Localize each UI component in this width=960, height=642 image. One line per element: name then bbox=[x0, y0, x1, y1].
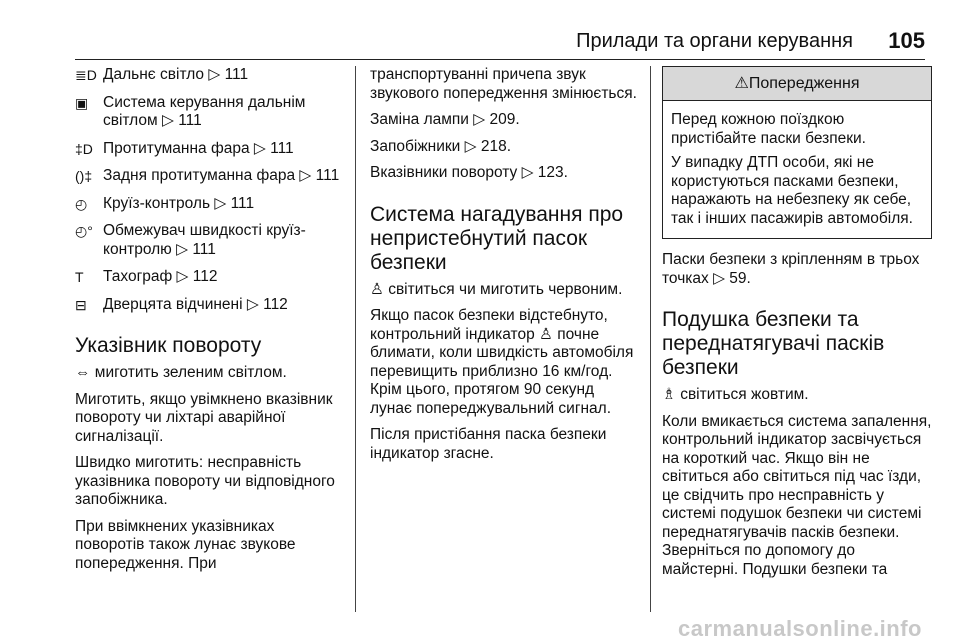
watermark: carmanualsonline.info bbox=[678, 616, 922, 641]
column-3 bbox=[662, 66, 932, 587]
paragraph: У випадку ДТП особи, які не користуються пасками безпеки, наражають на небезпеку як себе, так і інших пасажирів автомобіля. bbox=[671, 154, 913, 227]
page-number: 105 bbox=[888, 28, 925, 53]
paragraph: Коли вмикається система запалення, контрольний індикатор засвічується на короткий час. Якщо він не світиться або світиться під час їзди, це свідчить про несправність у системі подушок безпеки чи системі переднатягувачів пасків безпеки. Зверніться по допомогу до майстерні. Подушки безпеки та bbox=[662, 412, 932, 578]
high-beam-icon: ≣D bbox=[75, 67, 97, 83]
list-item bbox=[75, 94, 345, 131]
column-divider-1 bbox=[355, 66, 356, 612]
column-1 bbox=[75, 66, 345, 581]
list-item bbox=[75, 195, 345, 214]
paragraph: Паски безпеки з кріпленням в трьох точках ▷ 59. bbox=[662, 251, 920, 287]
page-header bbox=[75, 28, 925, 60]
list-item-text: Тахограф ▷ 112 bbox=[103, 268, 218, 285]
list-item bbox=[75, 140, 345, 159]
paragraph: При ввімкнених указівниках поворотів також лунає звукове попередження. При bbox=[75, 517, 296, 572]
rear-fog-light-icon: ()‡ bbox=[75, 168, 93, 184]
door-open-icon: ⊟ bbox=[75, 296, 87, 313]
list-item-text: Круїз-контроль ▷ 111 bbox=[103, 194, 255, 212]
high-beam-assist-icon: ▣ bbox=[75, 94, 89, 111]
section-title-turn-signal: Указівник повороту bbox=[75, 334, 262, 357]
paragraph: ♙ світиться чи миготить червоним. bbox=[370, 280, 623, 298]
warning-box bbox=[662, 66, 932, 239]
column-2 bbox=[370, 66, 638, 471]
paragraph: ⇔ миготить зеленим світлом. bbox=[75, 364, 287, 381]
list-item-text: Дверцята відчинені ▷ 112 bbox=[103, 295, 288, 313]
paragraph: Якщо пасок безпеки відстебнуто, контрольний індикатор ♙ почне блимати, коли швидкість автомобіля перевищить приблизно 16 км/год. Крім цього, протягом 90 секунд лунає попереджувальний сигнал. bbox=[370, 307, 634, 417]
list-item-text: Протитуманна фара ▷ 111 bbox=[103, 139, 294, 157]
front-fog-light-icon: ‡D bbox=[75, 140, 93, 157]
paragraph: транспортуванні причепа звук звукового попередження змінюється. bbox=[370, 66, 637, 102]
list-item bbox=[75, 296, 345, 315]
paragraph: Швидко миготить: несправність указівника повороту чи відповідного запобіжника. bbox=[75, 454, 335, 508]
paragraph: Запобіжники ▷ 218. bbox=[370, 137, 512, 155]
section-title-seatbelt-reminder: Система нагадування про непристебнутий пасок безпеки bbox=[370, 202, 624, 274]
list-item bbox=[75, 268, 345, 287]
paragraph: ♗ світиться жовтим. bbox=[662, 386, 809, 403]
warning-body bbox=[663, 101, 931, 238]
list-item bbox=[75, 222, 345, 259]
page-header-title: Прилади та органи керування bbox=[576, 30, 853, 52]
column-divider-2 bbox=[650, 66, 651, 612]
paragraph: Після пристібання паска безпеки індикатор згасне. bbox=[370, 426, 607, 462]
list-item-text: Обмежувач швидкості круїз-контролю ▷ 111 bbox=[103, 222, 306, 258]
list-item-text: Система керування дальнім світлом ▷ 111 bbox=[103, 93, 306, 129]
list-item-text: Задня протитуманна фара ▷ 111 bbox=[103, 167, 340, 184]
list-item-text: Дальнє світло ▷ 111 bbox=[103, 66, 249, 83]
cruise-control-icon: ◴ bbox=[75, 195, 88, 212]
section-title-airbag: Подушка безпеки та переднатягувачі пасків безпеки bbox=[662, 308, 885, 379]
list-item bbox=[75, 167, 345, 186]
paragraph: Миготить, якщо увімкнено вказівник повороту чи ліхтарі аварійної сигналізації. bbox=[75, 390, 333, 445]
speed-limiter-icon: ◴° bbox=[75, 223, 93, 239]
paragraph: Вказівники повороту ▷ 123. bbox=[370, 164, 568, 181]
paragraph: Перед кожною поїздкою пристібайте паски безпеки. bbox=[671, 111, 866, 147]
list-item bbox=[75, 66, 345, 85]
paragraph: Заміна лампи ▷ 209. bbox=[370, 111, 520, 128]
tachograph-icon: T bbox=[75, 269, 84, 285]
warning-title: ⚠Попередження bbox=[663, 67, 931, 101]
